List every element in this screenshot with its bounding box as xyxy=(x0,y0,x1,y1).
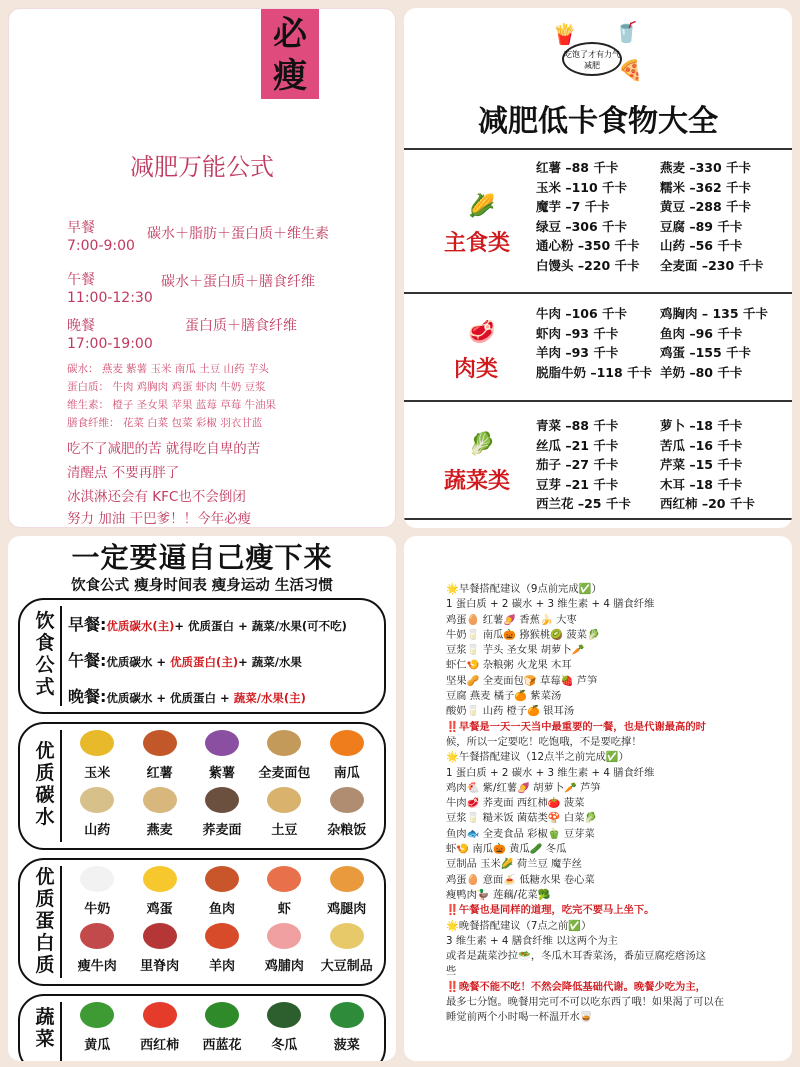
lunch-formula: 碳水＋蛋白质＋膳食纤维 xyxy=(161,274,315,290)
advice-line: 1 蛋白质 + 2 碳水 + 3 维生素 + 4 膳食纤维 xyxy=(446,766,655,779)
food-label: 西蓝花 xyxy=(202,1038,242,1053)
slim-plan-subtitle: 饮食公式 瘦身时间表 瘦身运动 生活习惯 xyxy=(71,578,333,594)
food-item xyxy=(66,730,128,781)
advice-line: 鱼肉🐟 全麦食品 彩椒🫑 豆芽菜 xyxy=(446,827,595,840)
food-item xyxy=(316,787,378,838)
food-item xyxy=(316,1002,378,1053)
vegetable-label: 蔬菜 xyxy=(35,1006,55,1050)
dinner-formula: 蛋白质＋膳食纤维 xyxy=(185,318,297,334)
food-item xyxy=(191,866,253,917)
dinner-label: 晚餐 17:00-19:00 xyxy=(67,318,153,352)
formula-panel xyxy=(8,8,396,528)
calorie-list-left: 红薯 –88 千卡 玉米 –110 千卡 魔芋 –7 千卡 绿豆 –306 千卡 通心粉 –350 千卡 白馒头 –220 千卡 xyxy=(536,160,640,273)
protein-box xyxy=(18,858,386,986)
food-item xyxy=(191,787,253,838)
low-cal-panel xyxy=(404,8,792,528)
food-image-icon xyxy=(330,866,364,892)
advice-line: 虾仁🍤 杂粮粥 火龙果 木耳 xyxy=(446,659,572,672)
advice-line: 牛肉🥩 荞麦面 西红柿🍅 菠菜 xyxy=(446,797,585,810)
advice-line: 豆制品 玉米🌽 荷兰豆 魔芋丝 xyxy=(446,858,582,871)
divider xyxy=(60,606,62,706)
food-item xyxy=(191,730,253,781)
food-image-icon xyxy=(80,923,114,949)
food-item xyxy=(66,1002,128,1053)
protein-label: 优质蛋白质 xyxy=(35,866,55,976)
breakfast-row: 早餐:优质碳水(主)+ 优质蛋白 + 蔬菜/水果(可不吃) xyxy=(68,615,347,634)
formula-title: 减肥万能公式 xyxy=(130,153,274,181)
staple-section xyxy=(404,148,792,292)
slim-plan-title: 一定要逼自己瘦下来 xyxy=(71,541,333,574)
divider xyxy=(60,866,62,978)
logo-bubble: 吃饱了才有力气减肥 xyxy=(562,42,622,76)
meat-section xyxy=(404,292,792,400)
vegetable-icon: 🥬 xyxy=(468,432,496,457)
food-label: 牛奶 xyxy=(84,902,111,917)
food-label: 鸡腿肉 xyxy=(327,902,367,917)
food-item xyxy=(66,866,128,917)
diet-formula-box xyxy=(18,598,386,714)
food-image-icon xyxy=(80,1002,114,1028)
food-label: 虾 xyxy=(277,902,291,917)
divider xyxy=(60,730,62,842)
food-line-fiber: 膳食纤维： 花菜 白菜 包菜 彩椒 羽衣甘蓝 xyxy=(67,417,263,429)
advice-line: 瘦鸭肉🦆 莲藕/花菜🥦 xyxy=(446,888,551,901)
food-item xyxy=(253,730,315,781)
calorie-list-right: 萝卜 –18 千卡 苦瓜 –16 千卡 芹菜 –15 千卡 木耳 –18 千卡 西红柿 –20 千卡 xyxy=(660,418,755,511)
advice-line: 些 xyxy=(446,965,457,978)
burger-icon: 🍕 xyxy=(618,58,643,82)
breakfast-formula: 碳水＋脂肪＋蛋白质＋维生素 xyxy=(147,226,329,242)
food-label: 里脊肉 xyxy=(140,959,180,974)
drink-icon: 🥤 xyxy=(614,20,639,44)
food-item xyxy=(128,1002,190,1053)
advice-line: 鸡蛋🥚 红薯🍠 香蕉🍌 大枣 xyxy=(446,613,577,626)
calorie-list-right: 燕麦 –330 千卡 糯米 –362 千卡 黄豆 –288 千卡 豆腐 –89 千卡 山药 –56 千卡 全麦面 –230 千卡 xyxy=(660,160,764,273)
advice-line: 鸡蛋🥚 意面🍝 低糖水果 卷心菜 xyxy=(446,873,595,886)
section-name: 主食类 xyxy=(444,231,511,256)
food-image-icon xyxy=(205,923,239,949)
food-label: 菠菜 xyxy=(333,1038,360,1053)
slim-plan-panel xyxy=(8,536,396,1061)
motto-line: 清醒点 不要再胖了 xyxy=(67,465,180,481)
food-image-icon xyxy=(267,1002,301,1028)
low-cal-title: 减肥低卡食物大全 xyxy=(478,104,718,139)
food-label: 全麦面包 xyxy=(258,766,311,781)
food-line-carb: 碳水： 燕麦 紫薯 玉米 南瓜 土豆 山药 芋头 xyxy=(67,363,269,375)
food-line-vitamin: 维生素： 橙子 圣女果 苹果 蓝莓 草莓 牛油果 xyxy=(67,399,277,411)
advice-line: 🌟晚餐搭配建议（7点之前✅） xyxy=(446,919,592,932)
food-image-icon xyxy=(267,923,301,949)
food-label: 红薯 xyxy=(146,766,173,781)
food-label: 燕麦 xyxy=(146,823,173,838)
food-item xyxy=(128,866,190,917)
advice-line: 酸奶🥛 山药 橙子🍊 银耳汤 xyxy=(446,705,575,718)
motto-line: 吃不了减肥的苦 就得吃自卑的苦 xyxy=(67,441,261,457)
food-image-icon xyxy=(205,866,239,892)
protein-grid xyxy=(66,866,378,974)
food-image-icon xyxy=(205,1002,239,1028)
food-image-icon xyxy=(205,787,239,813)
food-label: 黄瓜 xyxy=(84,1038,111,1053)
section-name: 肉类 xyxy=(454,357,499,382)
must-slim-badge: 必瘦 xyxy=(261,9,319,99)
food-label: 鸡蛋 xyxy=(146,902,173,917)
food-item xyxy=(253,1002,315,1053)
food-image-icon xyxy=(267,866,301,892)
food-label: 玉米 xyxy=(84,766,111,781)
food-line-protein: 蛋白质： 牛肉 鸡胸肉 鸡蛋 虾肉 牛奶 豆浆 xyxy=(67,381,266,393)
food-label: 南瓜 xyxy=(333,766,360,781)
food-label: 大豆制品 xyxy=(320,959,373,974)
advice-line: 坚果🥜 全麦面包🍞 草莓🍓 芦笋 xyxy=(446,674,598,687)
food-item xyxy=(316,866,378,917)
food-image-icon xyxy=(143,923,177,949)
food-label: 荞麦面 xyxy=(202,823,242,838)
meat-icon: 🥩 xyxy=(468,320,496,345)
vegetable-box xyxy=(18,994,386,1061)
food-image-icon xyxy=(330,1002,364,1028)
fries-icon: 🍟 xyxy=(552,22,577,46)
advice-line: 鸡肉🐔 紫/红薯🍠 胡萝卜🥕 芦笋 xyxy=(446,781,601,794)
advice-line: ‼️午餐也是同样的道理，吃完不要马上坐下。 xyxy=(446,904,655,917)
food-label: 紫薯 xyxy=(208,766,235,781)
food-image-icon xyxy=(143,730,177,756)
advice-line: 1 蛋白质 + 2 碳水 + 3 维生素 + 4 膳食纤维 xyxy=(446,598,655,611)
food-image-icon xyxy=(330,923,364,949)
food-label: 羊肉 xyxy=(208,959,235,974)
food-logo xyxy=(552,20,642,84)
food-item xyxy=(316,923,378,974)
food-image-icon xyxy=(143,866,177,892)
food-item xyxy=(316,730,378,781)
food-item xyxy=(66,787,128,838)
food-image-icon xyxy=(143,1002,177,1028)
advice-line: ‼️早餐是一天一天当中最重要的一餐，也是代谢最高的时 xyxy=(446,720,706,733)
advice-line: 豆腐 燕麦 橘子🍊 紫菜汤 xyxy=(446,690,562,703)
section-name: 蔬菜类 xyxy=(444,469,511,494)
carb-box xyxy=(18,722,386,850)
food-item xyxy=(128,787,190,838)
food-item xyxy=(128,923,190,974)
food-label: 山药 xyxy=(84,823,111,838)
food-image-icon xyxy=(267,730,301,756)
carb-grid xyxy=(66,730,378,838)
food-label: 鸡脯肉 xyxy=(264,959,304,974)
advice-line: 豆浆🥛 糙米饭 菌菇类🍄 白菜🥬 xyxy=(446,812,598,825)
advice-line: 或者是蔬菜沙拉🥗，冬瓜木耳香菜汤，番茄豆腐疙瘩汤这 xyxy=(446,950,706,963)
calorie-list-right: 鸡胸肉 – 135 千卡 鱼肉 –96 千卡 鸡蛋 –155 千卡 羊奶 –80 千卡 xyxy=(660,306,768,380)
calorie-list-left: 牛肉 –106 千卡 虾肉 –93 千卡 羊肉 –93 千卡 脱脂牛奶 –118 千卡 xyxy=(536,306,653,380)
food-label: 土豆 xyxy=(271,823,298,838)
lunch-label: 午餐 11:00-12:30 xyxy=(67,272,153,306)
food-image-icon xyxy=(267,787,301,813)
food-image-icon xyxy=(330,730,364,756)
lunch-row: 午餐:优质碳水 + 优质蛋白(主)+ 蔬菜/水果 xyxy=(68,651,302,670)
advice-line: 睡觉前两个小时喝一杯温开水🥃 xyxy=(446,1011,593,1024)
diet-formula-label: 饮食公式 xyxy=(35,610,55,698)
food-image-icon xyxy=(205,730,239,756)
food-item xyxy=(253,923,315,974)
advice-line: ‼️晚餐不能不吃！不然会降低基础代谢。晚餐少吃为主， xyxy=(446,980,706,993)
food-label: 瘦牛肉 xyxy=(77,959,117,974)
advice-line: 最多七分饱。晚餐用完可不可以吃东西了哦！如果渴了可以在 xyxy=(446,996,725,1009)
food-item xyxy=(66,923,128,974)
meal-advice-text xyxy=(446,582,776,1026)
calorie-list-left: 青菜 –88 千卡 丝瓜 –21 千卡 茄子 –27 千卡 豆芽 –21 千卡 西兰花 –25 千卡 xyxy=(536,418,631,511)
advice-line: 豆浆🥛 芋头 圣女果 胡萝卜🥕 xyxy=(446,644,585,657)
advice-line: 🌟午餐搭配建议（12点半之前完成✅） xyxy=(446,751,629,764)
food-item xyxy=(191,923,253,974)
corn-icon: 🌽 xyxy=(468,194,496,219)
food-image-icon xyxy=(80,730,114,756)
advice-line: 3 维生素 + 4 膳食纤维 以这两个为主 xyxy=(446,934,618,947)
advice-line: 牛奶🥛 南瓜🎃 猕猴桃🥝 菠菜🥬 xyxy=(446,628,600,641)
breakfast-label: 早餐 7:00-9:00 xyxy=(67,220,135,254)
food-label: 杂粮饭 xyxy=(327,823,367,838)
food-item xyxy=(253,787,315,838)
food-label: 西红柿 xyxy=(140,1038,180,1053)
advice-line: 候，所以一定要吃！吃饱哦，不是要吃撑！ xyxy=(446,735,642,748)
food-image-icon xyxy=(80,866,114,892)
advice-line: 🌟早餐搭配建议（9点前完成✅） xyxy=(446,583,602,595)
food-item xyxy=(253,866,315,917)
meal-advice-panel xyxy=(404,536,792,1061)
vegetable-grid xyxy=(66,1002,378,1053)
food-image-icon xyxy=(80,787,114,813)
carb-label: 优质碳水 xyxy=(35,740,55,828)
food-image-icon xyxy=(143,787,177,813)
food-label: 鱼肉 xyxy=(208,902,235,917)
motto-line: 努力 加油 干巴爹！！今年必瘦 xyxy=(67,511,252,527)
food-item xyxy=(191,1002,253,1053)
vegetable-section xyxy=(404,400,792,520)
food-image-icon xyxy=(330,787,364,813)
divider xyxy=(60,1002,62,1061)
food-label: 冬瓜 xyxy=(271,1038,298,1053)
advice-line: 虾🍤 南瓜🎃 黄瓜🥒 冬瓜 xyxy=(446,843,567,856)
food-item xyxy=(128,730,190,781)
dinner-row: 晚餐:优质碳水 + 优质蛋白 + 蔬菜/水果(主) xyxy=(68,687,306,706)
motto-line: 冰淇淋还会有 KFC也不会倒闭 xyxy=(67,489,246,505)
